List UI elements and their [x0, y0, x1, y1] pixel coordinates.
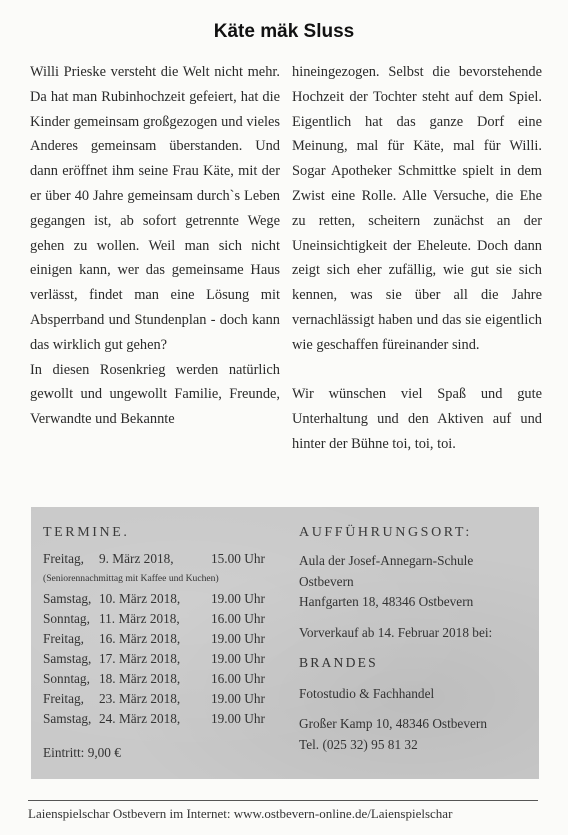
termine-date: 24. März 2018,	[99, 711, 181, 726]
termine-day: Freitag,	[43, 551, 84, 566]
termine-row	[43, 709, 288, 729]
termine-date: 18. März 2018,	[99, 671, 181, 686]
termine-time: 15.00 Uhr	[211, 551, 265, 566]
termine-row	[43, 689, 288, 709]
article-column-right	[292, 60, 542, 457]
termine-day: Samstag,	[43, 591, 92, 606]
termine-day: Samstag,	[43, 711, 92, 726]
shop-phone: Tel. (025 32) 95 81 32	[299, 736, 418, 752]
ort-details	[299, 551, 535, 755]
termine-time: 19.00 Uhr	[211, 651, 265, 666]
venue-address: Hanfgarten 18, 48346 Ostbevern	[299, 594, 474, 609]
termine-date: 16. März 2018,	[99, 631, 181, 646]
termine-row	[43, 629, 288, 649]
termine-date: 17. März 2018,	[99, 651, 181, 666]
termine-time: 19.00 Uhr	[211, 711, 265, 726]
article-column-left	[30, 60, 280, 432]
termine-time: 16.00 Uhr	[211, 611, 265, 626]
shop-type: Fotostudio & Fachhandel	[299, 685, 435, 701]
termine-date: 23. März 2018,	[99, 691, 181, 706]
termine-row	[43, 669, 288, 689]
info-box	[31, 507, 539, 779]
article-paragraph: hineingezogen. Selbst die bevorstehende Hochzeit der Tochter steht auf dem Spiel. Eigentlich hat das ganze Dorf eine Meinung, mal für Käte, mal für Willi. Sogar Apotheker Schmittke spielt in dem Zwist eine Rolle. Alle Versuche, die Ehe zu retten, scheitern zunächst an der Uneinsichtigkeit der Eheleute. Doch dann zeigt sich eher zufällig, wie gut sie sich kennen, was sie über all die Jahre vernachlässigt haben und das sie eigentlich wie geschaffen füreinander sind.	[292, 64, 542, 353]
venue-town: Ostbevern	[299, 573, 354, 589]
termine-day: Freitag,	[43, 631, 84, 646]
footer-divider	[28, 800, 538, 801]
termine-time: 19.00 Uhr	[211, 591, 265, 606]
spacer	[299, 674, 535, 684]
venue-name: Aula der Josef-Annegarn-Schule	[299, 553, 474, 568]
termine-time: 19.00 Uhr	[211, 691, 265, 706]
termine-date: 10. März 2018,	[99, 591, 181, 606]
termine-date: 9. März 2018,	[99, 551, 174, 566]
spacer	[299, 704, 535, 714]
termine-day: Freitag,	[43, 691, 84, 706]
spacer	[299, 643, 535, 653]
termine-list	[43, 549, 288, 729]
termine-day: Sonntag,	[43, 671, 90, 686]
termine-heading: TERMINE.	[43, 525, 130, 540]
article-paragraph: Willi Prieske versteht die Welt nicht mehr. Da hat man Rubinhochzeit gefeiert, hat die Kinder gemeinsam großgezogen und vieles Anderes gemeinsam überstanden. Und dann eröffnet ihm seine Frau Käte, mit der er über 40 Jahre gemeinsam durch`s Leben gegangen ist, ab sofort getrennte Wege gehen zu wollen. Weil man sich nicht einigen kann, wer das gemeinsame Haus verlässt, findet man eine Lösung mit Absperrband und Stundenplan - doch kann das wirklich gut gehen?	[30, 64, 280, 353]
termine-row	[43, 589, 288, 609]
eintritt-price: Eintritt: 9,00 €	[43, 745, 121, 760]
termine-time: 16.00 Uhr	[211, 671, 265, 686]
article-paragraph: In diesen Rosenkrieg werden natürlich gewollt und ungewollt Familie, Freunde, Verwandte und Bekannte	[30, 361, 280, 428]
termine-day: Samstag,	[43, 651, 92, 666]
shop-address: Großer Kamp 10, 48346 Ostbevern	[299, 716, 487, 731]
termine-row	[43, 609, 288, 629]
vorverkauf-info: Vorverkauf ab 14. Februar 2018 bei:	[299, 624, 493, 640]
termine-note: (Seniorennachmittag mit Kaffee und Kuchen)	[43, 573, 219, 584]
termine-time: 19.00 Uhr	[211, 631, 265, 646]
footer-text: Laienspielschar Ostbevern im Internet: www.ostbevern-online.de/Laienspielschar	[28, 806, 453, 821]
article-title: Käte mäk Sluss	[213, 21, 355, 42]
article-paragraph: Wir wünschen viel Spaß und gute Unterhaltung und den Aktiven auf und hinter der Bühne toi, toi, toi.	[292, 386, 542, 452]
spacer	[299, 613, 535, 623]
termine-day: Sonntag,	[43, 611, 90, 626]
ort-heading: AUFFÜHRUNGSORT:	[299, 525, 472, 540]
shop-name: BRANDES	[299, 655, 378, 670]
termine-row	[43, 549, 288, 569]
termine-date: 11. März 2018,	[99, 611, 180, 626]
termine-row	[43, 649, 288, 669]
